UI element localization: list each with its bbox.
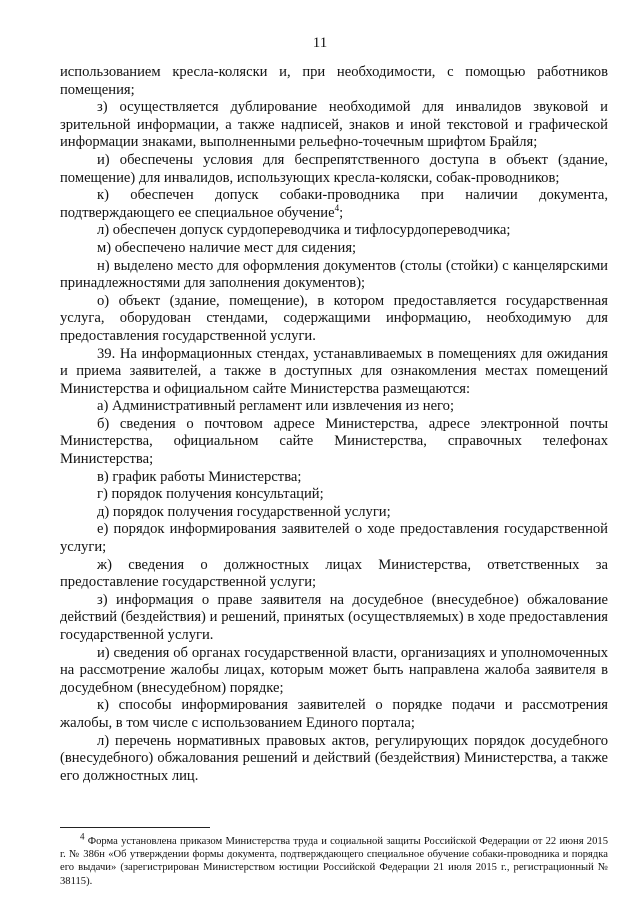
footnote-reference-tail: ;	[339, 204, 344, 221]
page-number: 11	[312, 35, 328, 51]
paragraph-39-item-b: б) сведения о почтовом адресе Министерства, адресе электронной почты Министерства, официальном сайте Министерства, справочных телефонах Министерства;	[60, 415, 608, 468]
paragraph-39-item-a: а) Административный регламент или извлечения из него;	[97, 398, 455, 415]
document-body	[60, 64, 608, 785]
paragraph-item-z: з) осуществляется дублирование необходимой для инвалидов звуковой и зрительной информации, а также надписей, знаков и иной текстовой и графической информации знаками, выполненными рельефно-точечным шрифтом Брайля;	[60, 99, 608, 151]
paragraph-item-k-text: к) обеспечен допуск собаки-проводника при наличии документа, подтверждающего ее специальное обучение	[60, 187, 608, 221]
paragraph-39-item-k: к) способы информирования заявителей о порядке подачи и рассмотрения жалобы, в том числе с использованием Единого портала;	[60, 697, 608, 731]
paragraph-section-39: 39. На информационных стендах, устанавливаемых в помещениях для ожидания и приема заявителей, а также в доступных для ознакомления местах помещений Министерства и официальном сайте Министерства размещаются:	[60, 345, 608, 397]
footnote-reference: 4	[334, 202, 340, 213]
paragraph-item-k	[60, 187, 608, 222]
paragraph-39-item-z: з) информация о праве заявителя на досудебное (внесудебное) обжалование действий (бездействия) и решений, принятых (осуществляемых) в ходе предоставления государственной услуги.	[60, 591, 608, 643]
footnote-divider	[60, 827, 210, 828]
paragraph-39-item-e: е) порядок информирования заявителей о ходе предоставления государственной услуги;	[60, 521, 608, 556]
footnote-text: Форма установлена приказом Министерства труда и социальной защиты Российской Федерации от 22 июня 2015 г. № 386н «Об утверждении формы документа, подтверждающего специальное обучение собаки-проводника и порядка его выдачи» (зарегистрирован Министерством юстиции Российской Федерации 21 июля 2015 г., регистрационный № 38115).	[60, 836, 608, 887]
paragraph-item-m: м) обеспечено наличие мест для сидения;	[97, 239, 357, 256]
paragraph-39-item-v: в) график работы Министерства;	[97, 468, 302, 485]
paragraph-item-o: о) объект (здание, помещение), в котором предоставляется государственная услуга, оборудован стендами, содержащими информацию, необходимую для предоставления государственной услуги.	[60, 292, 608, 344]
paragraph-item-l: л) обеспечен допуск сурдопереводчика и тифлосурдопереводчика;	[97, 222, 511, 239]
paragraph-39-item-g: г) порядок получения консультаций;	[97, 486, 324, 503]
paragraph-continuation: использованием кресла-коляски и, при необходимости, с помощью работников помещения;	[60, 64, 608, 98]
footnote-mark: 4	[80, 831, 85, 842]
paragraph-39-item-zh: ж) сведения о должностных лицах Министерства, ответственных за предоставление государственной услуги;	[60, 556, 608, 591]
paragraph-39-item-i: и) сведения об органах государственной власти, организациях и уполномоченных на рассмотрение жалобы лицах, которым может быть направлена жалоба заявителя в досудебном (внесудебном) порядке;	[60, 644, 608, 696]
paragraph-39-item-l: л) перечень нормативных правовых актов, регулирующих порядок досудебного (внесудебного) обжалования решений и действий (бездействия) Министерства, а также его должностных лиц.	[60, 732, 608, 784]
paragraph-item-i: и) обеспечены условия для беспрепятственного доступа в объект (здание, помещение) для инвалидов, использующих кресла-коляски, собак-проводников;	[60, 151, 608, 186]
paragraph-item-n: н) выделено место для оформления документов (столы (стойки) с канцелярскими принадлежностями для заполнения документов);	[60, 257, 608, 292]
paragraph-39-item-d: д) порядок получения государственной услуги;	[97, 503, 391, 520]
footnote	[60, 831, 608, 888]
